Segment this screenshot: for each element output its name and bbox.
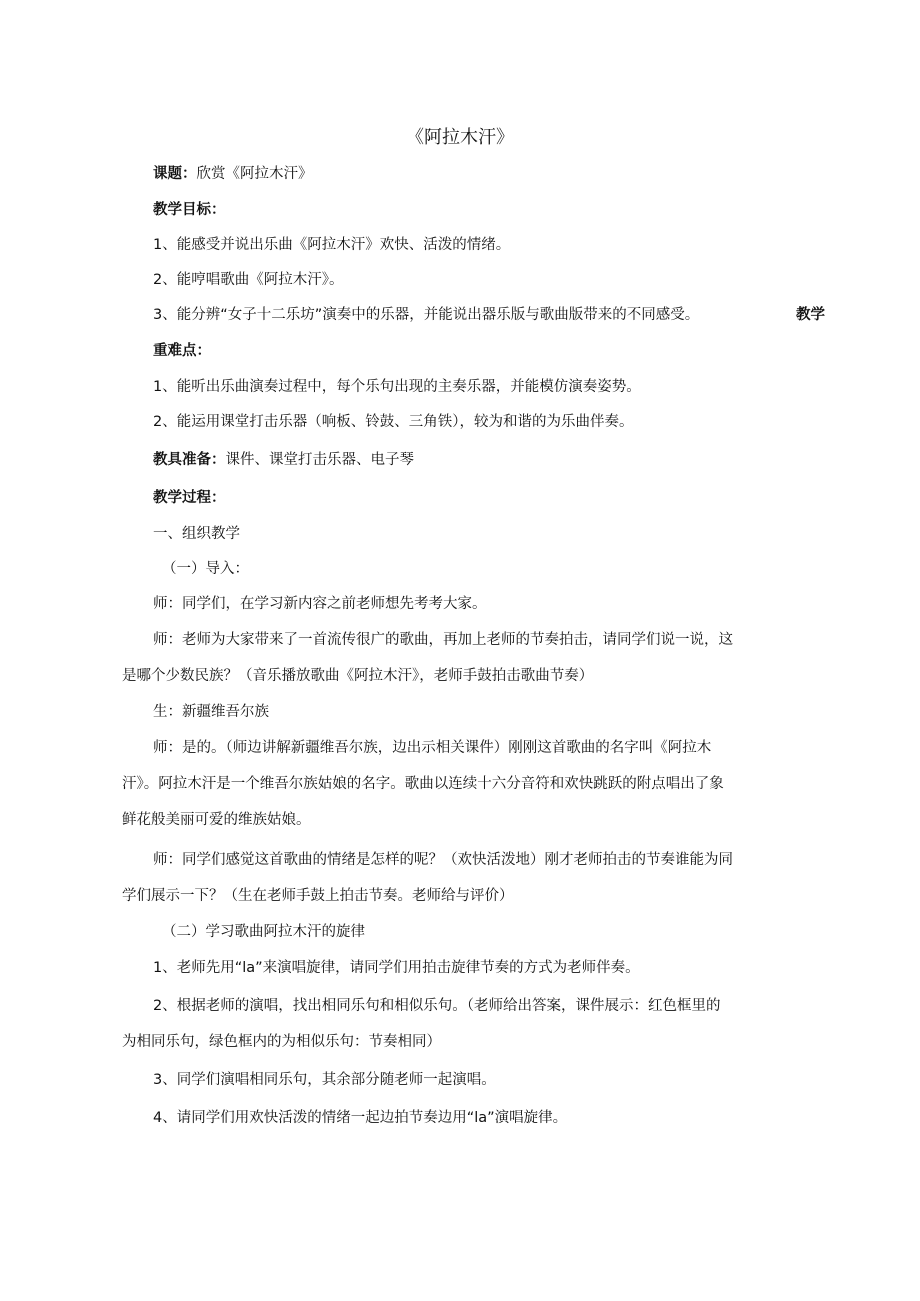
goal-item-3: 3、能分辨“女子十二乐坊”演奏中的乐器，并能说出器乐版与歌曲版带来的不同感受。 <box>153 307 700 323</box>
tools-line <box>153 450 414 470</box>
paragraph-4-line-3: 鲜花般美丽可爱的维族姑娘。 <box>122 812 311 828</box>
paragraph-1: 师：同学们，在学习新内容之前老师想先考考大家。 <box>153 596 487 612</box>
paragraph-2-line-1: 师：老师为大家带来了一首流传很广的歌曲，再加上老师的节奏拍击，请同学们说一说，这 <box>153 632 733 648</box>
paragraph-5-line-2: 学们展示一下？（生在老师手鼓上拍击节奏。老师给与评价） <box>122 888 514 904</box>
topic-label: 课题： <box>153 166 197 182</box>
tools-value: 课件、课堂打击乐器、电子琴 <box>225 452 414 468</box>
paragraph-2-line-2: 是哪个少数民族？（音乐播放歌曲《阿拉木汗》，老师手鼓拍击歌曲节奏） <box>122 668 594 684</box>
topic-value: 欣赏《阿拉木汗》 <box>196 166 313 182</box>
step-2-line-2: 为相同乐句，绿色框内的为相似乐句：节奏相同） <box>122 1034 441 1050</box>
step-3: 3、同学们演唱相同乐句，其余部分随老师一起演唱。 <box>153 1072 496 1088</box>
process-label: 教学过程： <box>153 490 226 506</box>
step-1: 1、老师先用“la”来演唱旋律，请同学们用拍击旋律节奏的方式为老师伴奏。 <box>153 960 640 976</box>
goal-item-3-line <box>153 305 825 325</box>
subsection-2-heading: （二）学习歌曲阿拉木汗的旋律 <box>162 924 365 940</box>
key-point-1: 1、能听出乐曲演奏过程中，每个乐句出现的主奏乐器，并能模仿演奏姿势。 <box>153 379 641 395</box>
goals-label: 教学目标： <box>153 202 226 218</box>
paragraph-4-line-1: 师：是的。（师边讲解新疆维吾尔族，边出示相关课件）刚刚这首歌曲的名字叫《阿拉木 <box>153 740 712 756</box>
step-4: 4、请同学们用欢快活泼的情绪一起边拍节奏边用“la”演唱旋律。 <box>153 1110 568 1126</box>
key-point-2: 2、能运用课堂打击乐器（响板、铃鼓、三角铁），较为和谐的为乐曲伴奏。 <box>153 414 634 430</box>
key-label-part2: 重难点： <box>153 343 211 359</box>
tools-label: 教具准备： <box>153 452 226 468</box>
document-title: 《阿拉木汗》 <box>406 127 514 148</box>
key-label-part1: 教学 <box>796 307 825 323</box>
goal-item-2: 2、能哼唱歌曲《阿拉木汗》。 <box>153 272 344 288</box>
paragraph-5-line-1: 师：同学们感觉这首歌曲的情绪是怎样的呢？（欢快活泼地）刚才老师拍击的节奏谁能为同 <box>153 852 733 868</box>
goal-item-1: 1、能感受并说出乐曲《阿拉木汗》欢快、活泼的情绪。 <box>153 237 511 253</box>
step-2-line-1: 2、根据老师的演唱，找出相同乐句和相似乐句。（老师给出答案，课件展示：红色框里的 <box>153 998 721 1014</box>
paragraph-3: 生：新疆维吾尔族 <box>153 704 269 720</box>
section-1-heading: 一、组织教学 <box>153 526 240 542</box>
subsection-1-heading: （一）导入： <box>162 561 249 577</box>
paragraph-4-line-2: 汗》。阿拉木汗是一个维吾尔族姑娘的名字。歌曲以连续十六分音符和欢快跳跃的附点唱出了象 <box>122 776 724 792</box>
topic-line <box>153 164 313 184</box>
